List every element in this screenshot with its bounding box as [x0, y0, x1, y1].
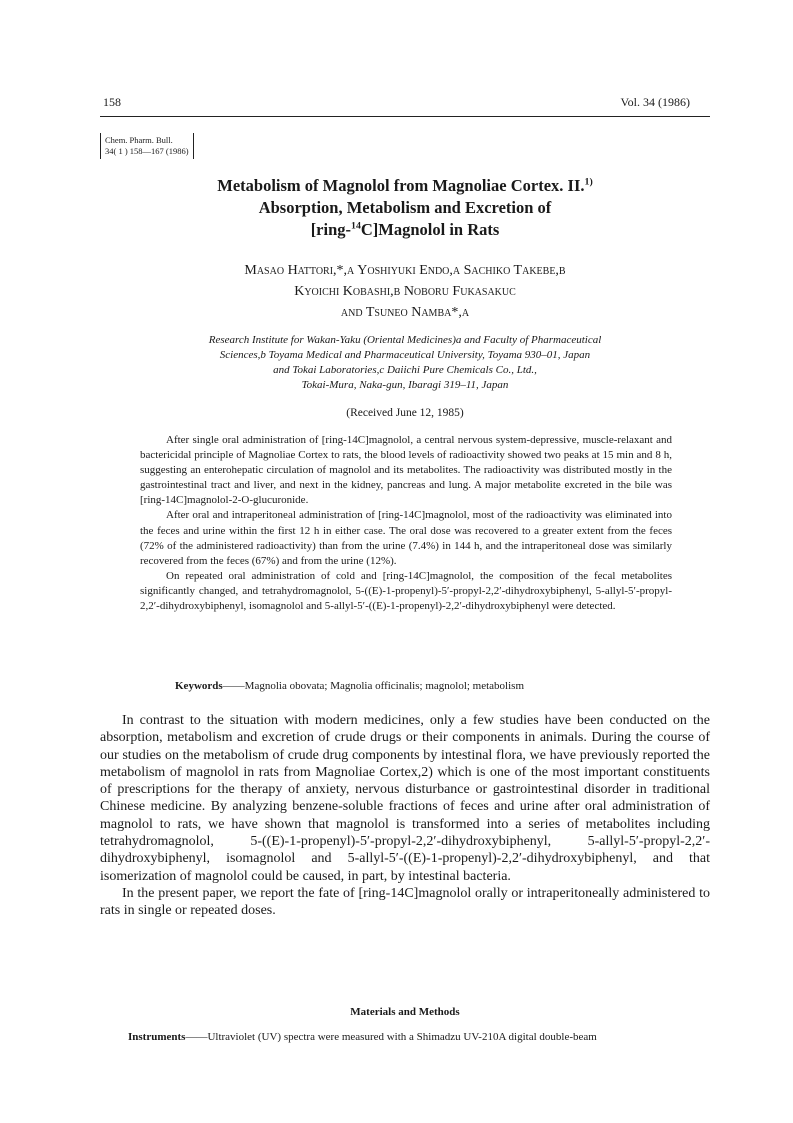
affiliation-line-2: Sciences,b Toyama Medical and Pharmaceutical University, Toyama 930–01, Japan	[219, 349, 591, 361]
header-rule	[100, 116, 710, 117]
authors-line-2: Kyoichi Kobashi,b Noboru Fukasakuc	[294, 284, 516, 299]
journal-citation-box	[100, 133, 194, 159]
abstract	[140, 433, 672, 614]
citation-journal: Chem. Pharm. Bull.	[105, 135, 173, 145]
authors-line-1: Masao Hattori,*,a Yoshiyuki Endo,a Sachiko Takebe,b	[244, 263, 566, 278]
abstract-paragraph-3: On repeated oral administration of cold and [ring-14C]magnolol, the composition of the fecal metabolites significantly changed, and tetrahydromagnolol, 5-((E)-1-propenyl)-5′-propyl-2,2′-dihydroxybiphenyl, 5-allyl-5′-propyl-2,2′-dihydroxybiphenyl, isomagnolol and 5-allyl-5′-((E)-1-propenyl)-2,2′-dihydroxybiphenyl were detected.	[140, 569, 672, 613]
page-number: 158	[103, 95, 121, 109]
keywords-label: Keywords	[175, 680, 223, 692]
paper-title	[100, 175, 710, 241]
body-text	[100, 712, 710, 920]
abstract-paragraph-2: After oral and intraperitoneal administration of [ring-14C]magnolol, most of the radioactivity was eliminated into the feces and urine within the first 12 h in either case. The oral dose was recovered to a greater extent from the feces (72% of the administered radioactivity) than from the urine (7.4%) in 144 h, and the intraperitoneal dose was similarly recovered from the feces (67%) and from the urine (12%).	[140, 509, 672, 567]
citation-issue: 34( 1 ) 158—167 (1986)	[105, 146, 189, 156]
keywords-text: ——Magnolia obovata; Magnolia officinalis; magnolol; metabolism	[222, 680, 525, 692]
title-line-3-pre: [ring-	[310, 220, 352, 239]
title-line-3-post: C]Magnolol in Rats	[360, 220, 500, 239]
instruments-text: ——Ultraviolet (UV) spectra were measured with a Shimadzu UV-210A digital double-beam	[185, 1031, 597, 1043]
body-paragraph-1: In contrast to the situation with modern medicines, only a few studies have been conducted on the absorption, metabolism and excretion of crude drugs or their components in animals. During the course of our studies on the metabolism of crude drug components by intestinal flora, we have previously reported the metabolism of magnolol in rats from Magnoliae Cortex,2) which is one of the most important constituents of prescriptions for the therapy of anxiety, nervous disturbance or gastrointestinal disorder in traditional Chinese medicine. By analyzing benzene-soluble fractions of feces and urine after oral administration of magnolol to rats, we have shown that magnolol is transformed into a series of metabolites including tetrahydromagnolol, 5-((E)-1-propenyl)-5′-propyl-2,2′-dihydroxybiphenyl, 5-allyl-5′-propyl-2,2′-dihydroxybiphenyl, isomagnolol and 5-allyl-5′-((E)-1-propenyl)-2,2′-dihydroxybiphenyl, and that isomerization of magnolol could be caused, in part, by intestinal bacteria.	[100, 713, 710, 884]
title-line-1: Metabolism of Magnolol from Magnoliae Cortex. II.	[217, 176, 585, 195]
title-footnote-ref: 1)	[584, 176, 593, 188]
affiliations	[100, 333, 710, 393]
affiliation-line-1: Research Institute for Wakan-Yaku (Oriental Medicines)a and Faculty of Pharmaceutical	[208, 334, 602, 346]
keywords	[175, 680, 524, 692]
abstract-paragraph-1: After single oral administration of [ring-14C]magnolol, a central nervous system-depressive, muscle-relaxant and bactericidal principle of Magnoliae Cortex to rats, the blood levels of radioactivity showed two peaks at 15 min and 8 h, suggesting an enterohepatic circulation of magnolol and its metabolites. The radioactivity was distributed mostly in the gastrointestinal tract and liver, and next in the kidney, pancreas and lung. A major metabolite excreted in the bile was [ring-14C]magnolol-2-O-glucuronide.	[140, 434, 672, 507]
author-list	[100, 260, 710, 323]
affiliation-line-4: Tokai-Mura, Naka-gun, Ibaragi 319–11, Japan	[301, 379, 509, 391]
title-line-2: Absorption, Metabolism and Excretion of	[258, 198, 552, 217]
volume-label: Vol. 34 (1986)	[620, 95, 690, 109]
authors-line-3: and Tsuneo Namba*,a	[340, 305, 470, 320]
instruments-label: Instruments	[128, 1031, 186, 1043]
instruments-paragraph	[128, 1031, 710, 1043]
received-date: (Received June 12, 1985)	[346, 407, 464, 419]
affiliation-line-3: and Tokai Laboratories,c Daiichi Pure Chemicals Co., Ltd.,	[273, 364, 537, 376]
section-heading: Materials and Methods	[350, 1006, 460, 1018]
body-paragraph-2: In the present paper, we report the fate of [ring-14C]magnolol orally or intraperitoneally administered to rats in single or repeated doses.	[100, 885, 710, 919]
title-isotope-sup: 14	[351, 220, 361, 232]
